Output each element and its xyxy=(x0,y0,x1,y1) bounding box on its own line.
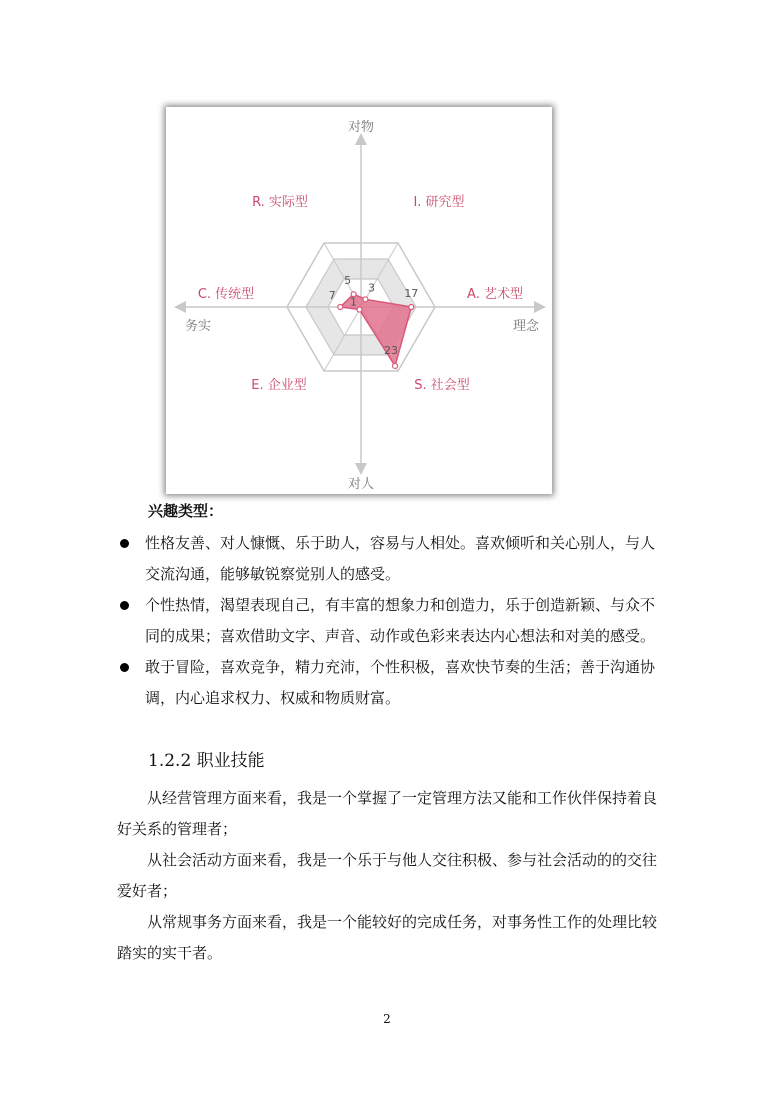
category-label-s: S. 社会型 xyxy=(414,378,470,393)
radar-value-label: 17 xyxy=(404,287,419,300)
section-title: 1.2.2 职业技能 xyxy=(148,751,265,771)
paragraph-management: 从经营管理方面来看，我是一个掌握了一定管理方法又能和工作伙伴保持着良好关系的管理者； xyxy=(117,789,658,838)
bullet-text: 性格友善、对人慷慨、乐于助人，容易与人相处。喜欢倾听和关心别人，与人交流沟通，能够敏锐察觉别人的感受。 xyxy=(145,534,656,583)
radar-data-point xyxy=(363,297,368,302)
bullet-text: 敢于冒险，喜欢竞争，精力充沛，个性积极，喜欢快节奏的生活；善于沟通协调，内心追求权力、权威和物质财富。 xyxy=(145,658,656,707)
radar-data-point xyxy=(338,305,343,310)
radar-svg xyxy=(166,107,552,494)
axis-label-right: 理念 xyxy=(512,319,540,334)
bullet-item-1 xyxy=(120,528,665,590)
category-label-i: I. 研究型 xyxy=(413,195,465,210)
bullet-dot-icon xyxy=(120,539,129,548)
category-label-e: E. 企业型 xyxy=(251,378,307,393)
page-number: 2 xyxy=(383,1012,391,1026)
radar-data-point xyxy=(409,305,414,310)
radar-value-label: 23 xyxy=(384,343,399,357)
paragraph-social: 从社会活动方面来看，我是一个乐于与他人交往积极、参与社会活动的的交往爱好者； xyxy=(117,851,658,900)
radar-value-label: 1 xyxy=(350,295,358,309)
radar-data-point xyxy=(393,363,398,368)
radar-value-label: 3 xyxy=(367,281,375,295)
bullet-dot-icon xyxy=(120,663,129,672)
radar-data-point xyxy=(357,307,362,312)
axis-label-top: 对物 xyxy=(347,120,375,135)
paragraph-routine: 从常规事务方面来看，我是一个能较好的完成任务，对事务性工作的处理比较踏实的实干者。 xyxy=(117,913,658,962)
axis-label-left: 务实 xyxy=(184,319,212,334)
category-label-a: A. 艺术型 xyxy=(467,287,523,302)
category-label-c: C. 传统型 xyxy=(197,287,255,302)
interest-type-heading: 兴趣类型： xyxy=(148,502,224,520)
bullet-item-3 xyxy=(120,652,665,714)
interest-bullet-list xyxy=(120,528,665,714)
bullet-dot-icon xyxy=(120,601,129,610)
bullet-text: 个性热情，渴望表现自己，有丰富的想象力和创造力，乐于创造新颖、与众不同的成果；喜欢借助文字、声音、动作或色彩来表达内心想法和对美的感受。 xyxy=(145,596,656,645)
category-label-r: R. 实际型 xyxy=(252,195,308,210)
interest-radar-chart xyxy=(166,107,552,494)
radar-value-label: 5 xyxy=(344,274,352,288)
bullet-item-2 xyxy=(120,590,665,652)
axis-label-bottom: 对人 xyxy=(347,477,375,492)
radar-value-label: 7 xyxy=(328,289,336,302)
